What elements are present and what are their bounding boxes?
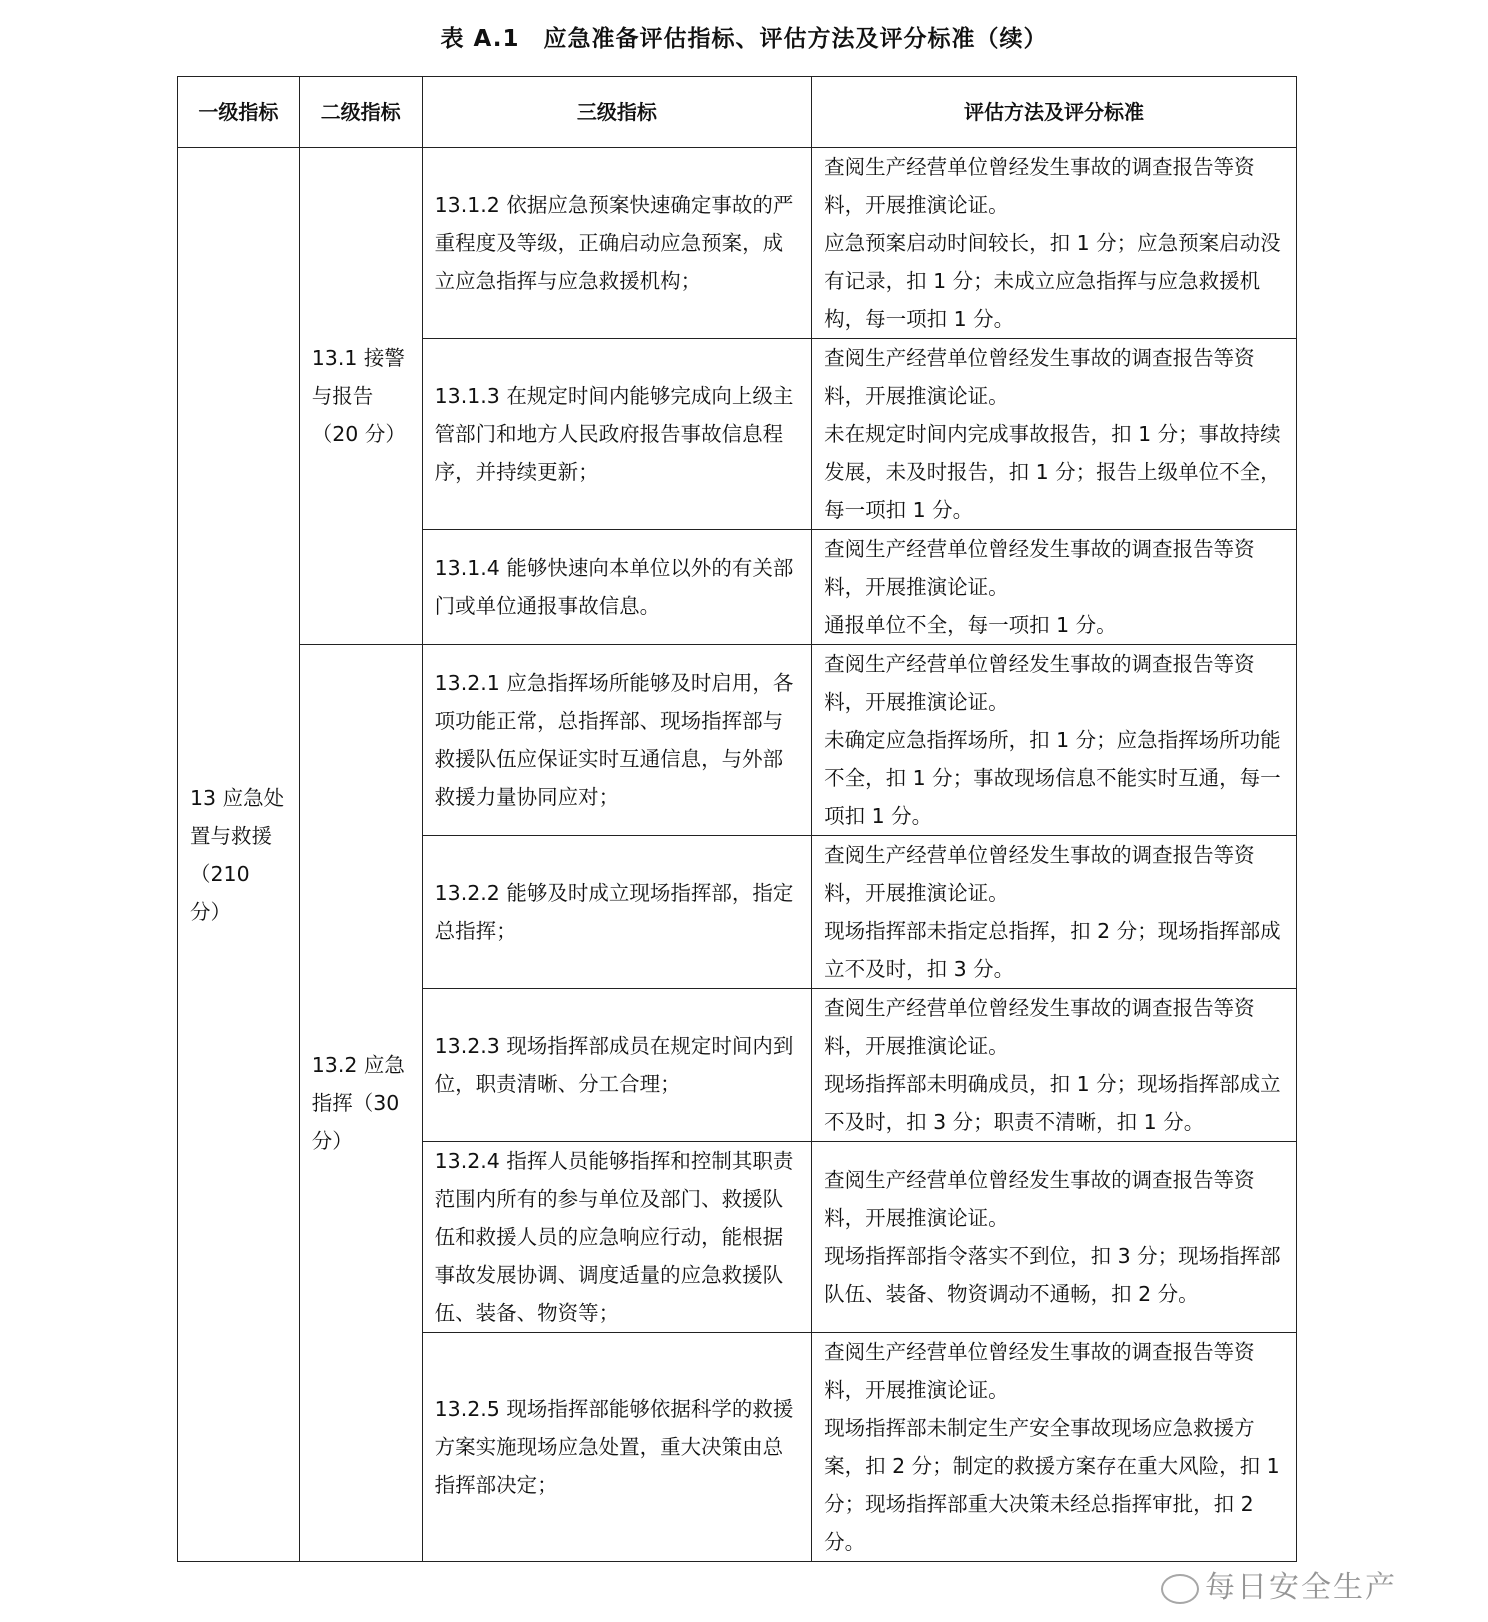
- level1-cell: 13 应急处置与救援（210 分）: [178, 148, 300, 1562]
- method-cell: [812, 1142, 1297, 1333]
- method-text: 查阅生产经营单位曾经发生事故的调查报告等资料，开展推演论证。: [824, 843, 1255, 905]
- table-row: [178, 148, 1297, 339]
- level3-cell: 13.2.2 能够及时成立现场指挥部，指定总指挥；: [422, 836, 811, 989]
- watermark: [177, 1568, 1397, 1608]
- criteria-text: 现场指挥部未指定总指挥，扣 2 分；现场指挥部成立不及时，扣 3 分。: [824, 919, 1281, 981]
- header-row: [178, 77, 1297, 148]
- criteria-text: 未确定应急指挥场所，扣 1 分；应急指挥场所功能不全，扣 1 分；事故现场信息不能实时互通，每一项扣 1 分。: [824, 728, 1281, 828]
- method-text: 查阅生产经营单位曾经发生事故的调查报告等资料，开展推演论证。: [824, 1168, 1255, 1230]
- header-level3: 三级指标: [422, 77, 811, 148]
- method-cell: [812, 645, 1297, 836]
- level2-cell: 13.2 应急指挥（30 分）: [299, 645, 422, 1562]
- table-row: [178, 645, 1297, 836]
- criteria-text: 应急预案启动时间较长，扣 1 分；应急预案启动没有记录，扣 1 分；未成立应急指挥与应急救援机构，每一项扣 1 分。: [824, 231, 1281, 331]
- header-method: 评估方法及评分标准: [812, 77, 1297, 148]
- level3-cell: 13.2.1 应急指挥场所能够及时启用，各项功能正常，总指挥部、现场指挥部与救援队伍应保证实时互通信息，与外部救援力量协同应对；: [422, 645, 811, 836]
- method-cell: [812, 148, 1297, 339]
- header-level2: 二级指标: [299, 77, 422, 148]
- watermark-text: 每日安全生产: [1205, 1570, 1397, 1605]
- method-text: 查阅生产经营单位曾经发生事故的调查报告等资料，开展推演论证。: [824, 996, 1255, 1058]
- level3-cell: 13.1.2 依据应急预案快速确定事故的严重程度及等级，正确启动应急预案，成立应急指挥与应急救援机构；: [422, 148, 811, 339]
- level3-cell: 13.2.3 现场指挥部成员在规定时间内到位，职责清晰、分工合理；: [422, 989, 811, 1142]
- method-text: 查阅生产经营单位曾经发生事故的调查报告等资料，开展推演论证。: [824, 537, 1255, 599]
- method-text: 查阅生产经营单位曾经发生事故的调查报告等资料，开展推演论证。: [824, 155, 1255, 217]
- header-level1: 一级指标: [178, 77, 300, 148]
- method-cell: [812, 339, 1297, 530]
- method-text: 查阅生产经营单位曾经发生事故的调查报告等资料，开展推演论证。: [824, 346, 1255, 408]
- method-text: 查阅生产经营单位曾经发生事故的调查报告等资料，开展推演论证。: [824, 1340, 1255, 1402]
- method-text: 查阅生产经营单位曾经发生事故的调查报告等资料，开展推演论证。: [824, 652, 1255, 714]
- table-title: 表 A.1 应急准备评估指标、评估方法及评分标准（续）: [440, 26, 1048, 52]
- method-cell: [812, 836, 1297, 989]
- criteria-text: 现场指挥部未明确成员，扣 1 分；现场指挥部成立不及时，扣 3 分；职责不清晰，扣 1 分。: [824, 1072, 1281, 1134]
- level3-cell: 13.2.5 现场指挥部能够依据科学的救援方案实施现场应急处置，重大决策由总指挥部决定；: [422, 1333, 811, 1562]
- criteria-text: 未在规定时间内完成事故报告，扣 1 分；事故持续发展，未及时报告，扣 1 分；报告上级单位不全，每一项扣 1 分。: [824, 422, 1281, 522]
- level3-cell: 13.2.4 指挥人员能够指挥和控制其职责范围内所有的参与单位及部门、救援队伍和救援人员的应急响应行动，能根据事故发展协调、调度适量的应急救援队伍、装备、物资等；: [422, 1142, 811, 1333]
- level3-cell: 13.1.3 在规定时间内能够完成向上级主管部门和地方人民政府报告事故信息程序，并持续更新；: [422, 339, 811, 530]
- criteria-text: 现场指挥部指令落实不到位，扣 3 分；现场指挥部队伍、装备、物资调动不通畅，扣 2 分。: [824, 1244, 1281, 1306]
- level2-cell: 13.1 接警与报告（20 分）: [299, 148, 422, 645]
- wechat-icon: [1161, 1574, 1199, 1604]
- method-cell: [812, 530, 1297, 645]
- evaluation-table: [177, 76, 1297, 1562]
- criteria-text: 现场指挥部未制定生产安全事故现场应急救援方案，扣 2 分；制定的救援方案存在重大风险，扣 1 分；现场指挥部重大决策未经总指挥审批，扣 2 分。: [824, 1416, 1280, 1554]
- level3-cell: 13.1.4 能够快速向本单位以外的有关部门或单位通报事故信息。: [422, 530, 811, 645]
- method-cell: [812, 1333, 1297, 1562]
- method-cell: [812, 989, 1297, 1142]
- criteria-text: 通报单位不全，每一项扣 1 分。: [824, 613, 1117, 637]
- table-wrapper: [177, 76, 1397, 1608]
